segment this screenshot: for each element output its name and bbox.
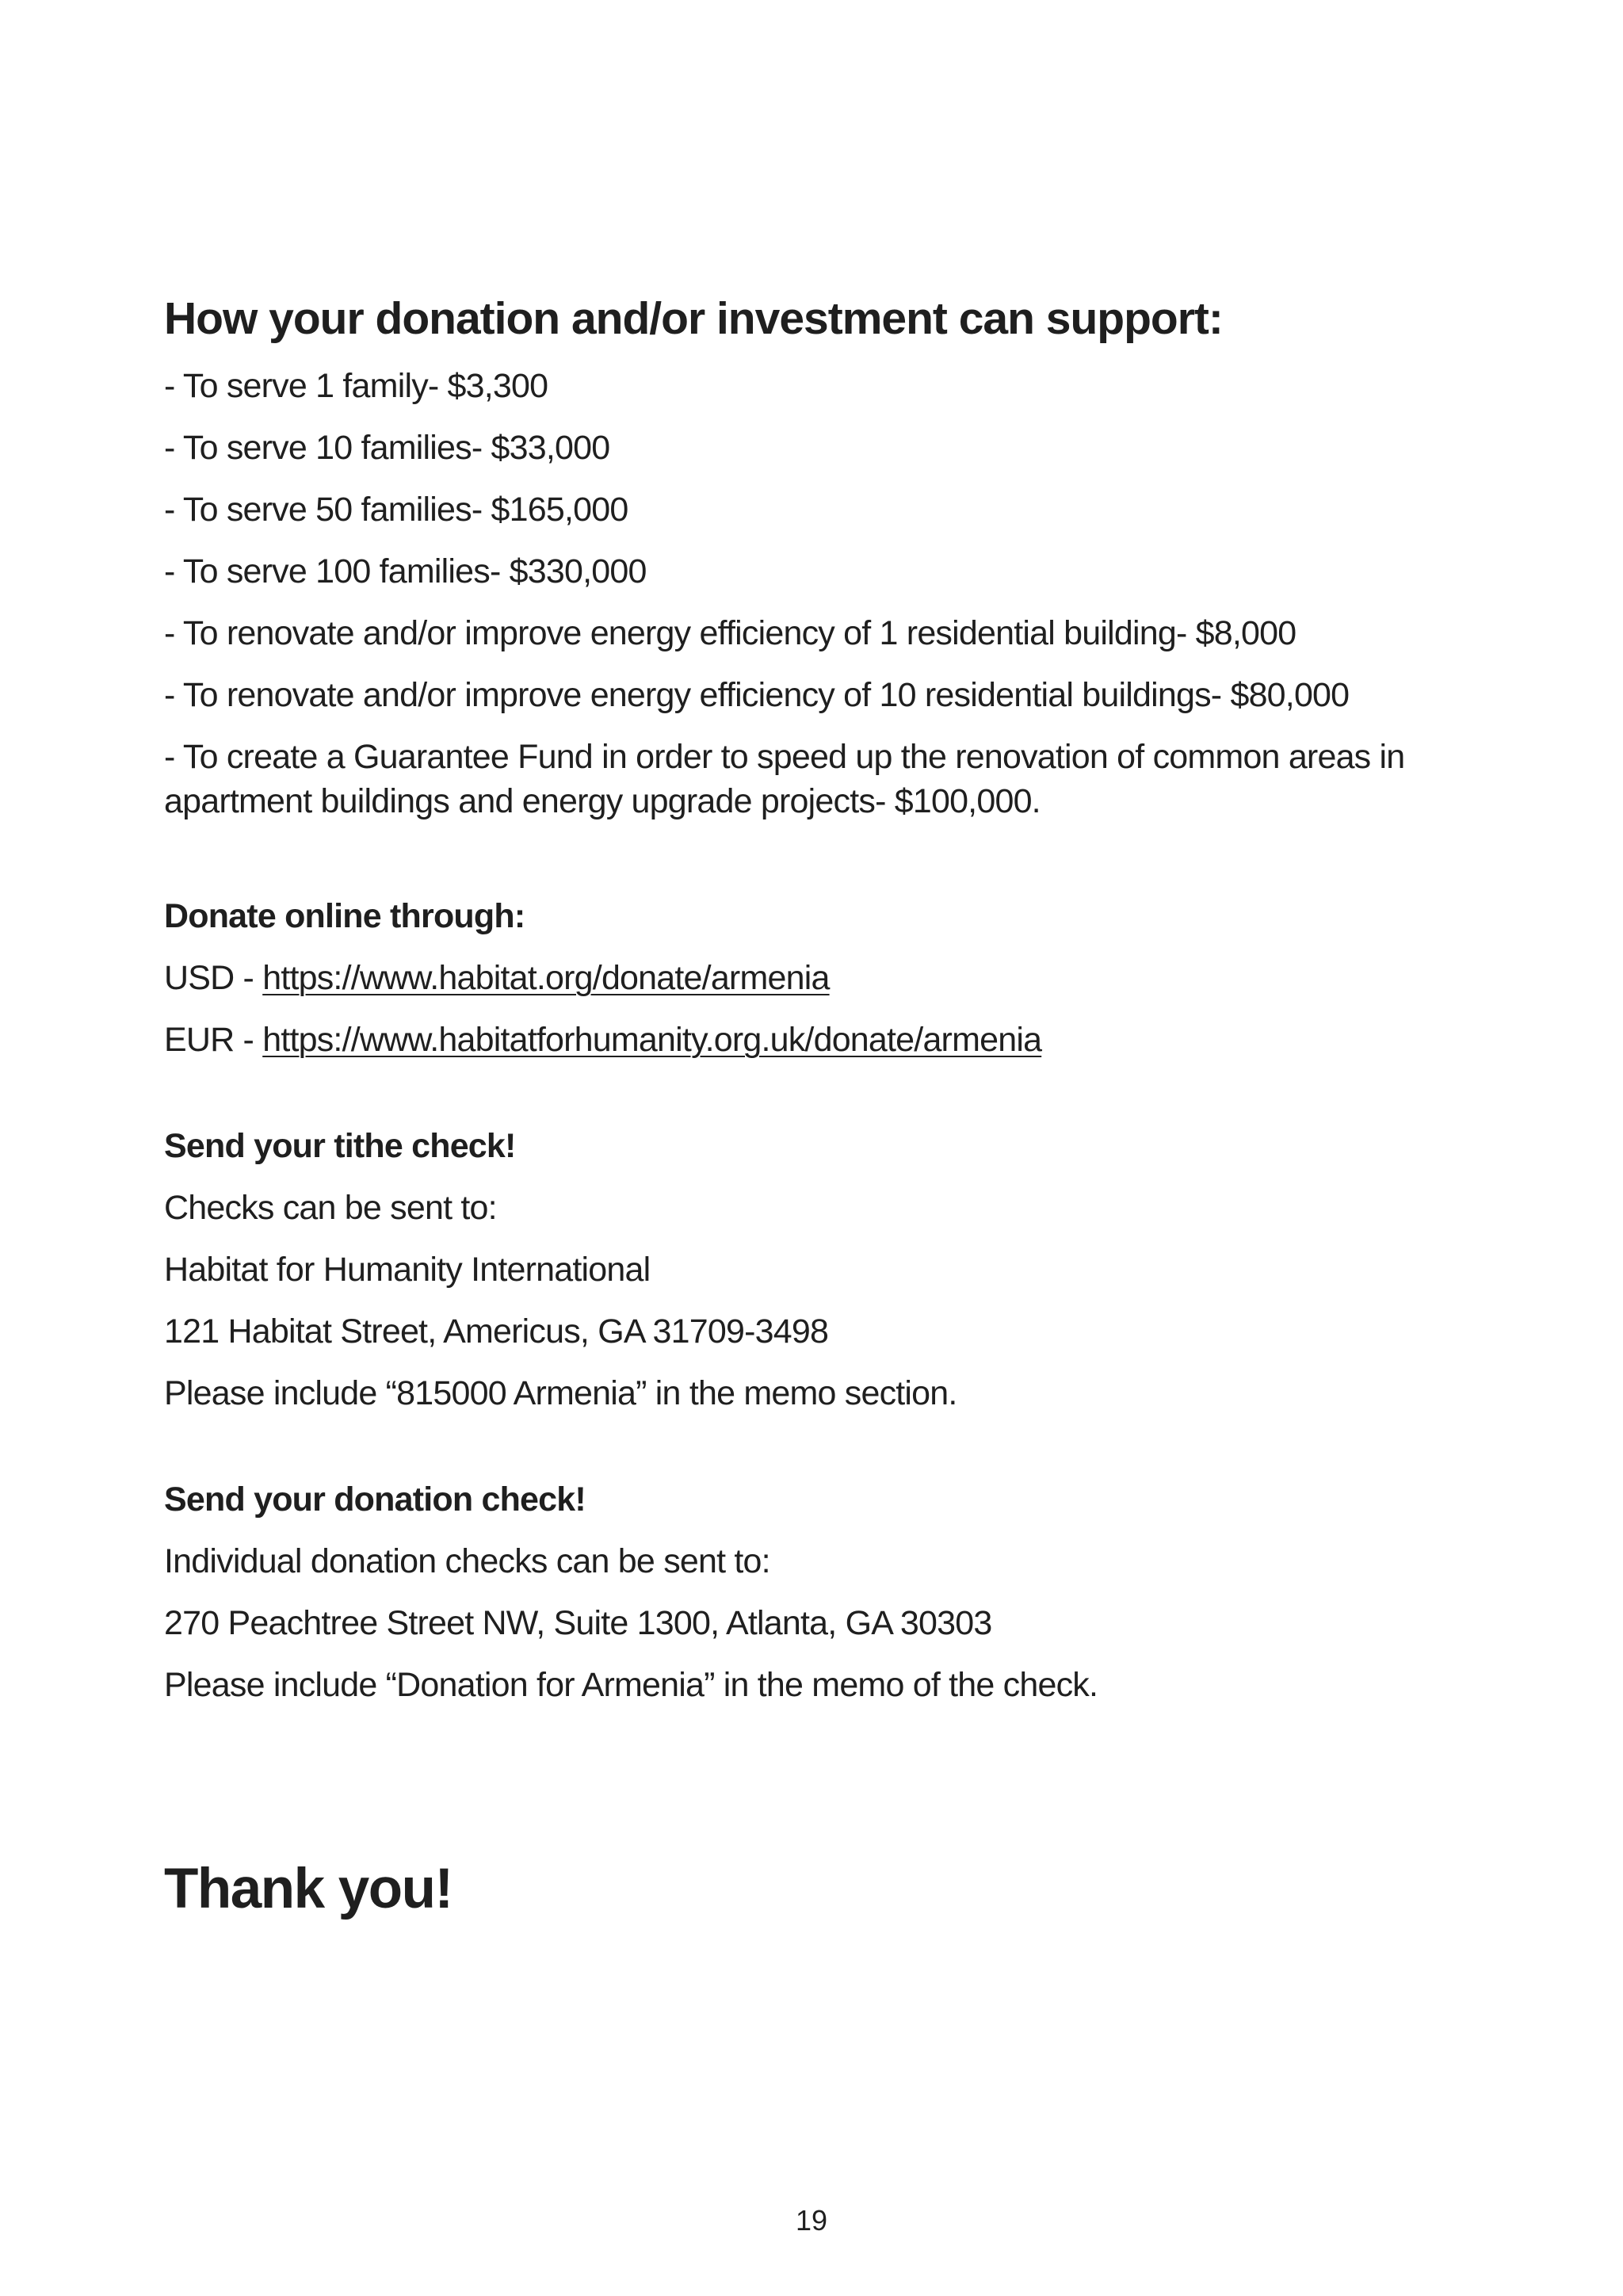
tithe-check-line: 121 Habitat Street, Americus, GA 31709-3498 xyxy=(164,1312,829,1350)
usd-donate-link[interactable]: https://www.habitat.org/donate/armenia xyxy=(262,959,830,997)
donation-check-title: Send your donation check! xyxy=(164,1480,586,1519)
usd-line xyxy=(164,947,1480,1009)
support-item: - To serve 1 family- $3,300 xyxy=(164,367,548,405)
support-item: - To renovate and/or improve energy efficiency of 1 residential building- $8,000 xyxy=(164,614,1296,652)
donate-online-section xyxy=(164,885,1480,1071)
page-number: 19 xyxy=(795,2204,828,2237)
support-item: - To create a Guarantee Fund in order to speed up the renovation of common areas in apartment buildings and energy upgrade projects- $100,000. xyxy=(164,738,1405,820)
support-list xyxy=(164,355,1480,823)
donation-check-section xyxy=(164,1469,1480,1716)
tithe-check-line: Habitat for Humanity International xyxy=(164,1251,651,1289)
tithe-check-line: Checks can be sent to: xyxy=(164,1189,497,1227)
thank-you-heading: Thank you! xyxy=(164,1858,453,1920)
donation-check-line: Please include “Donation for Armenia” in the memo of the check. xyxy=(164,1666,1098,1704)
tithe-check-line: Please include “815000 Armenia” in the memo section. xyxy=(164,1374,957,1412)
donation-check-line: Individual donation checks can be sent to: xyxy=(164,1542,770,1580)
support-item: - To renovate and/or improve energy efficiency of 10 residential buildings- $80,000 xyxy=(164,676,1350,714)
support-heading: How your donation and/or investment can support: xyxy=(164,293,1223,344)
page-content xyxy=(164,287,1480,1716)
eur-prefix: EUR - xyxy=(164,1021,263,1059)
eur-line xyxy=(164,1009,1480,1071)
donation-check-line: 270 Peachtree Street NW, Suite 1300, Atlanta, GA 30303 xyxy=(164,1604,992,1642)
tithe-check-section xyxy=(164,1115,1480,1424)
support-item: - To serve 50 families- $165,000 xyxy=(164,491,628,529)
support-item: - To serve 10 families- $33,000 xyxy=(164,429,610,467)
donate-online-title: Donate online through: xyxy=(164,897,525,935)
tithe-check-title: Send your tithe check! xyxy=(164,1127,516,1165)
support-item: - To serve 100 families- $330,000 xyxy=(164,552,647,590)
usd-prefix: USD - xyxy=(164,959,263,997)
eur-donate-link[interactable]: https://www.habitatforhumanity.org.uk/donate/armenia xyxy=(262,1021,1042,1059)
